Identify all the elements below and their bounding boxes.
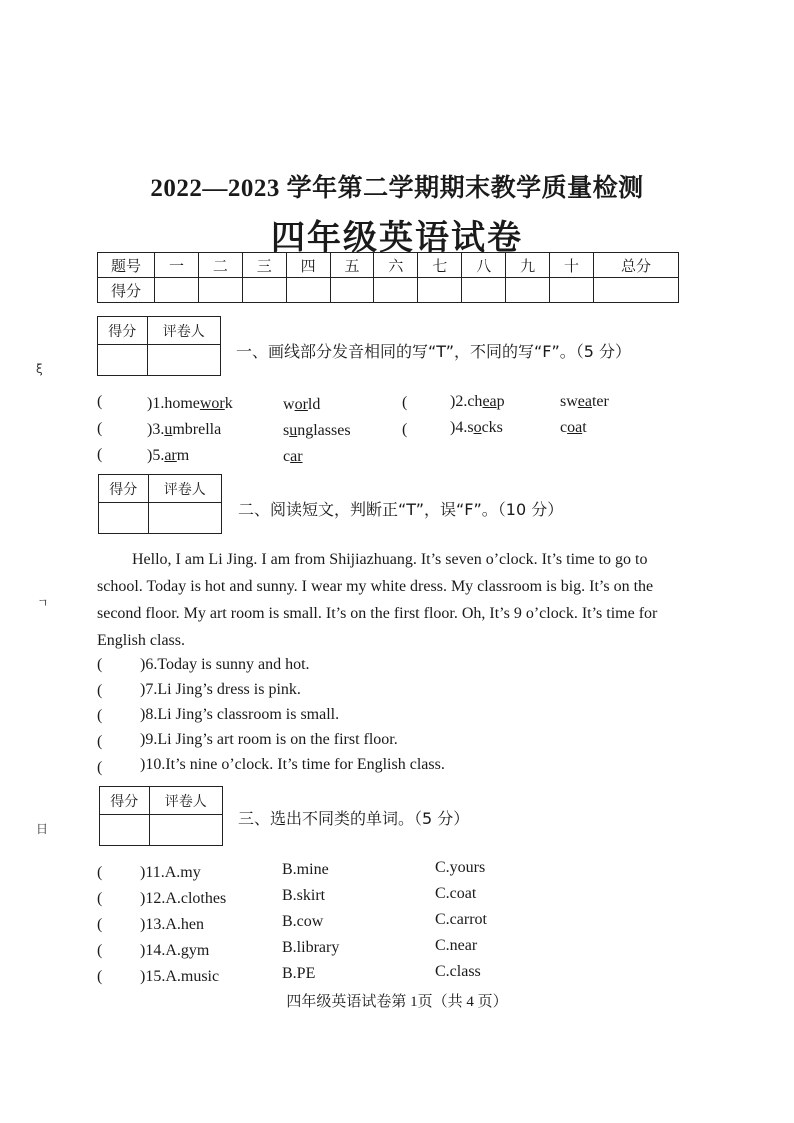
grader-box-score-cell[interactable] bbox=[99, 503, 149, 534]
compare-word-3: sunglasses bbox=[283, 422, 351, 439]
question-7: )7.Li Jing’s dress is pink. bbox=[140, 681, 301, 698]
option-b: B.cow bbox=[282, 913, 324, 930]
option-b: B.skirt bbox=[282, 887, 326, 904]
option-a: )15.A.music bbox=[140, 968, 220, 985]
grader-box bbox=[99, 786, 223, 846]
score-table-cell: 五 bbox=[330, 253, 374, 278]
question-5: )5.arm bbox=[147, 447, 190, 464]
option-c: C.yours bbox=[435, 859, 486, 876]
score-table-cell[interactable] bbox=[242, 278, 286, 303]
question-1: )1.homework bbox=[147, 395, 233, 412]
page-footer: 四年级英语试卷第 1页（共 4 页） bbox=[286, 994, 508, 1010]
grader-box-grader-cell[interactable] bbox=[149, 815, 222, 846]
question-6: )6.Today is sunny and hot. bbox=[140, 656, 310, 673]
reading-passage: Hello, I am Li Jing. I am from Shijiazhuang. It’s seven o’clock. It’s time to go to school. Today is hot and sunny. I wear my white dress. My classroom is big. It’s on the second floor. My art room is small. It’s on the first floor. Oh, It’s 9 o’clock. It’s time for English class. bbox=[97, 551, 658, 649]
option-c: C.near bbox=[435, 937, 478, 954]
option-c: C.coat bbox=[435, 885, 477, 902]
score-table-cell: 六 bbox=[374, 253, 418, 278]
grader-box-grader-label: 评卷人 bbox=[147, 317, 220, 345]
compare-word-1: world bbox=[283, 396, 321, 413]
score-table-cell: 二 bbox=[198, 253, 242, 278]
score-table-cell: 四 bbox=[286, 253, 330, 278]
answer-paren[interactable]: ( bbox=[97, 420, 103, 437]
score-table-cell[interactable] bbox=[330, 278, 374, 303]
section3-title: 三、选出不同类的单词。（5 分） bbox=[238, 809, 470, 828]
score-table-cell[interactable] bbox=[462, 278, 506, 303]
option-a: )14.A.gym bbox=[140, 942, 210, 959]
score-table-cell: 得分 bbox=[98, 278, 155, 303]
exam-title-line2: 四年级英语试卷 bbox=[271, 220, 523, 257]
score-table-score-row bbox=[98, 278, 679, 303]
score-table-header-row bbox=[98, 253, 679, 278]
answer-paren[interactable]: ( bbox=[97, 890, 103, 907]
score-table bbox=[97, 252, 679, 303]
answer-paren[interactable]: ( bbox=[97, 759, 103, 776]
grader-box-grader-cell[interactable] bbox=[148, 503, 221, 534]
compare-word-5: car bbox=[283, 448, 303, 465]
grader-box-grader-cell[interactable] bbox=[147, 345, 220, 376]
option-b: B.library bbox=[282, 939, 340, 956]
grader-box-score-label: 得分 bbox=[99, 475, 149, 503]
exam-title-line1: 2022—2023 学年第二学期期末教学质量检测 bbox=[150, 175, 644, 202]
grader-box-score-label: 得分 bbox=[98, 317, 148, 345]
compare-word-2: sweater bbox=[560, 393, 609, 410]
option-b: B.PE bbox=[282, 965, 316, 982]
grader-box-score-label: 得分 bbox=[100, 787, 150, 815]
score-table-cell: 三 bbox=[242, 253, 286, 278]
grader-box bbox=[97, 316, 221, 376]
margin-mark: 日 bbox=[36, 822, 49, 836]
answer-paren[interactable]: ( bbox=[402, 394, 408, 411]
score-table-cell[interactable] bbox=[593, 278, 678, 303]
section2-title: 二、阅读短文，判断正“T”，误“F”。（10 分） bbox=[238, 500, 564, 519]
grader-box-score-cell[interactable] bbox=[98, 345, 148, 376]
question-2: )2.cheap bbox=[450, 393, 505, 410]
grader-box-score-cell[interactable] bbox=[100, 815, 150, 846]
question-10: )10.It’s nine o’clock. It’s time for English class. bbox=[140, 756, 445, 773]
score-table-cell: 七 bbox=[418, 253, 462, 278]
option-a: )12.A.clothes bbox=[140, 890, 227, 907]
score-table-cell[interactable] bbox=[286, 278, 330, 303]
grader-box-grader-label: 评卷人 bbox=[148, 475, 221, 503]
answer-paren[interactable]: ( bbox=[97, 968, 103, 985]
score-table-cell[interactable] bbox=[550, 278, 594, 303]
answer-paren[interactable]: ( bbox=[97, 393, 103, 410]
score-table-cell: 题号 bbox=[98, 253, 155, 278]
option-c: C.class bbox=[435, 963, 481, 980]
answer-paren[interactable]: ( bbox=[97, 707, 103, 724]
score-table-cell[interactable] bbox=[155, 278, 199, 303]
answer-paren[interactable]: ( bbox=[97, 446, 103, 463]
question-9: )9.Li Jing’s art room is on the first floor. bbox=[140, 731, 398, 748]
answer-paren[interactable]: ( bbox=[97, 864, 103, 881]
compare-word-4: coat bbox=[560, 419, 587, 436]
grader-box bbox=[98, 474, 222, 534]
score-table-cell[interactable] bbox=[374, 278, 418, 303]
question-8: )8.Li Jing’s classroom is small. bbox=[140, 706, 340, 723]
section1-title: 一、画线部分发音相同的写“T”，不同的写“F”。（5 分） bbox=[236, 342, 632, 361]
question-3: )3.umbrella bbox=[147, 421, 222, 438]
score-table-cell: 九 bbox=[506, 253, 550, 278]
answer-paren[interactable]: ( bbox=[97, 942, 103, 959]
score-table-cell: 八 bbox=[462, 253, 506, 278]
score-table-cell[interactable] bbox=[198, 278, 242, 303]
score-table-cell[interactable] bbox=[418, 278, 462, 303]
answer-paren[interactable]: ( bbox=[97, 916, 103, 933]
option-b: B.mine bbox=[282, 861, 329, 878]
score-table-cell: 总分 bbox=[593, 253, 678, 278]
option-a: )13.A.hen bbox=[140, 916, 204, 933]
answer-paren[interactable]: ( bbox=[402, 421, 408, 438]
question-4: )4.socks bbox=[450, 419, 503, 436]
answer-paren[interactable]: ( bbox=[97, 682, 103, 699]
answer-paren[interactable]: ( bbox=[97, 733, 103, 750]
score-table-cell: 一 bbox=[155, 253, 199, 278]
score-table-cell: 十 bbox=[550, 253, 594, 278]
margin-mark: ξ bbox=[36, 362, 43, 376]
answer-paren[interactable]: ( bbox=[97, 656, 103, 673]
score-table-cell[interactable] bbox=[506, 278, 550, 303]
margin-mark: ㄱ bbox=[37, 596, 49, 610]
option-c: C.carrot bbox=[435, 911, 487, 928]
grader-box-grader-label: 评卷人 bbox=[149, 787, 222, 815]
option-a: )11.A.my bbox=[140, 864, 201, 881]
